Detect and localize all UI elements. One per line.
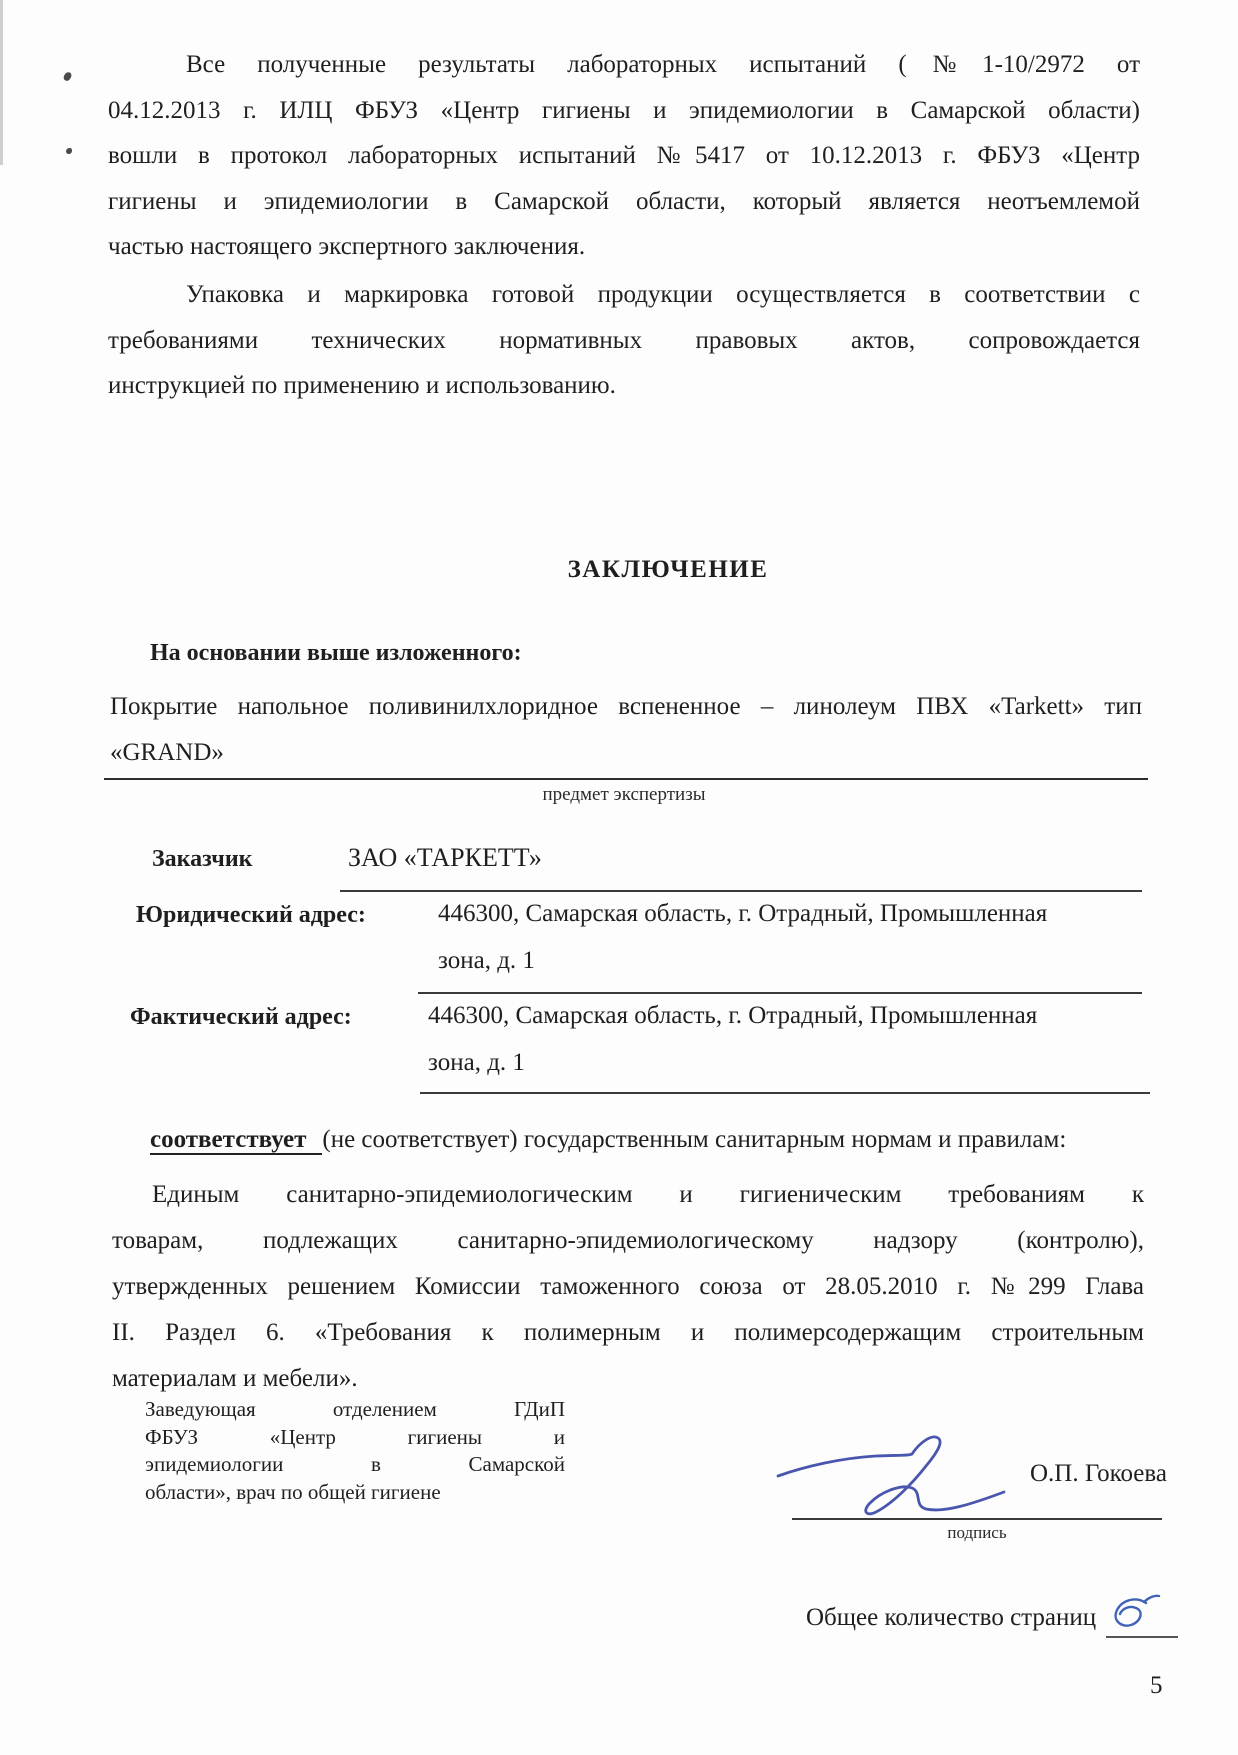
- conclusion-heading: ЗАКЛЮЧЕНИЕ: [567, 556, 769, 583]
- text-line: «GRAND»: [110, 738, 224, 766]
- text-line: II. Раздел 6. «Требования к полимерным и полимерсодержащим строительным: [112, 1319, 1144, 1346]
- text-line: требованиями технических нормативных правовых актов, сопровождается: [108, 326, 1140, 354]
- actual-address-line1: 446300, Самарская область, г. Отрадный, Промышленная: [428, 1002, 1038, 1029]
- page-number: 5: [1150, 1672, 1163, 1699]
- ink-speck: [66, 148, 72, 154]
- text-line: гигиены и эпидемиологии в Самарской области, который является неотъемлемой: [108, 187, 1140, 215]
- legal-address-label: Юридический адрес:: [136, 902, 366, 928]
- verdict-rest: (не соответствует) государственным санитарным нормам и правилам:: [322, 1126, 1067, 1153]
- text-line: утвержденных решением Комиссии таможенного союза от 28.05.2010 г. №299 Глава: [112, 1273, 1144, 1300]
- basis-label: На основании выше изложенного:: [150, 640, 522, 666]
- paragraph-packaging: [108, 272, 1140, 409]
- ink-speck: [63, 71, 73, 82]
- legal-address-line2: зона, д. 1: [438, 947, 535, 974]
- actual-address-label: Фактический адрес:: [130, 1004, 352, 1030]
- legal-address-underline: [418, 992, 1142, 994]
- verdict-line: [150, 1126, 1150, 1154]
- verdict-word: соответствует: [150, 1126, 322, 1155]
- expertise-subject: [110, 684, 1142, 775]
- subject-caption: предмет экспертизы: [542, 784, 706, 805]
- text-line: Единым санитарно-эпидемиологическим и гигиеническим требованиям к: [152, 1181, 1144, 1208]
- text-line: Все полученные результаты лабораторных испытаний (№1-10/2972 от: [186, 51, 1140, 78]
- customer-value: ЗАО «ТАРКЕТТ»: [348, 843, 542, 872]
- text-line: Заведующая отделением ГДиП: [145, 1397, 565, 1421]
- requirements-paragraph: [112, 1172, 1144, 1402]
- actual-address-underline: [420, 1092, 1150, 1094]
- scan-edge-artifact: [0, 0, 3, 165]
- text-line: материалам и мебели».: [112, 1365, 358, 1392]
- paragraph-lab-results: [108, 42, 1140, 270]
- text-line: вошли в протокол лабораторных испытаний №5417 от 10.12.2013 г. ФБУЗ «Центр: [108, 142, 1140, 169]
- total-pages-underline: [1106, 1636, 1178, 1638]
- signatory-position: [145, 1396, 565, 1506]
- text-line: частью настоящего экспертного заключения.: [108, 233, 586, 260]
- text-line: инструкцией по применению и использованию.: [108, 372, 616, 399]
- text-line: Покрытие напольное поливинилхлоридное вспененное – линолеум ПВХ «Tarkett» тип: [110, 693, 1142, 720]
- actual-address-line2: зона, д. 1: [428, 1049, 525, 1076]
- customer-underline: [340, 890, 1142, 892]
- text-line: 04.12.2013 г. ИЛЦ ФБУЗ «Центр гигиены и эпидемиологии в Самарской области): [108, 96, 1140, 124]
- signatory-name: О.П. Гокоева: [1030, 1460, 1167, 1487]
- total-pages-label: Общее количество страниц: [806, 1604, 1097, 1631]
- legal-address-line1: 446300, Самарская область, г. Отрадный, Промышленная: [438, 900, 1048, 927]
- text-line: области», врач по общей гигиене: [145, 1479, 441, 1504]
- text-line: ФБУЗ «Центр гигиены и: [145, 1424, 565, 1449]
- signature-underline: [792, 1518, 1162, 1520]
- text-line: эпидемиологии в Самарской: [145, 1452, 565, 1476]
- handwritten-page-count: [1110, 1592, 1162, 1634]
- handwritten-signature: [772, 1432, 1022, 1527]
- text-line: товарам, подлежащих санитарно-эпидемиологическому надзору (контролю),: [112, 1227, 1144, 1254]
- subject-rule: [104, 778, 1148, 780]
- customer-label: Заказчик: [152, 846, 253, 872]
- text-line: Упаковка и маркировка готовой продукции осуществляется в соответствии с: [186, 281, 1140, 308]
- signature-caption: подпись: [947, 1523, 1007, 1542]
